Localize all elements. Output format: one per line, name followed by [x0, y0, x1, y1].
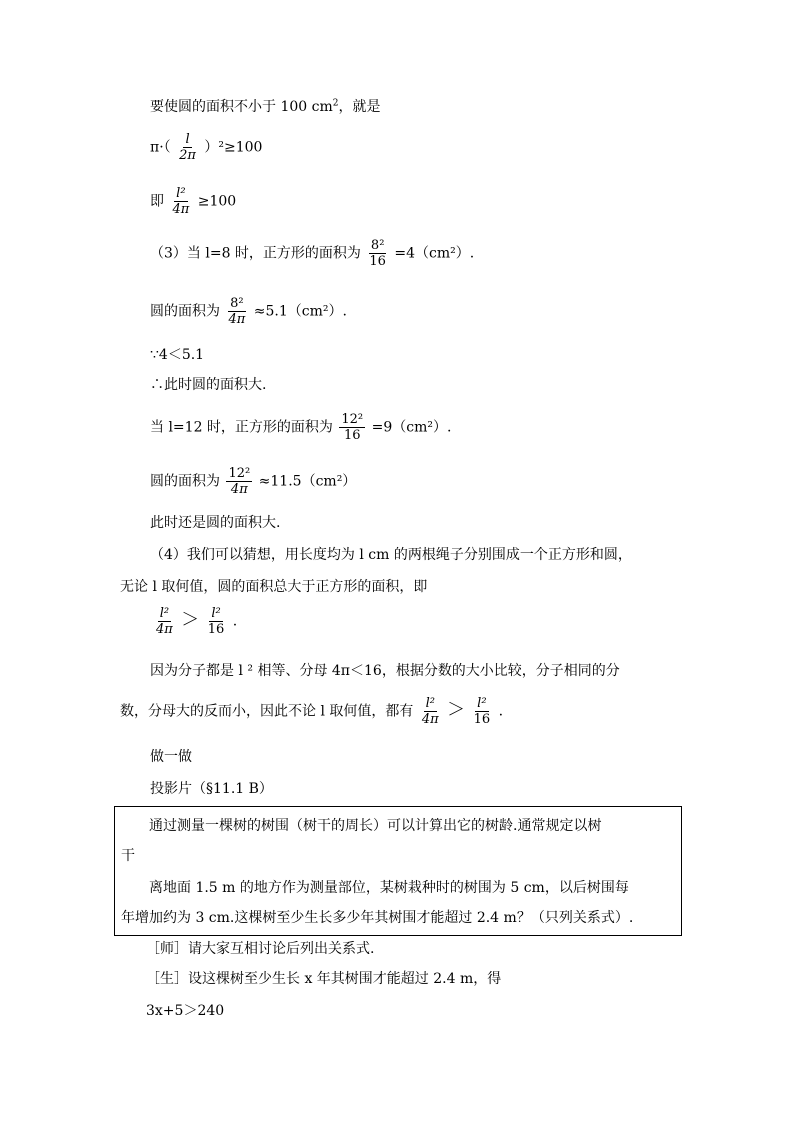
denominator: 2π	[179, 148, 196, 163]
denominator: 4π	[156, 622, 173, 637]
fraction	[226, 466, 252, 497]
text-line: ［师］请大家互相讨论后列出关系式.	[146, 941, 375, 957]
operator: ＞	[181, 609, 200, 631]
denominator: 4π	[421, 712, 439, 727]
denominator: 16	[369, 254, 386, 269]
line-text: ，就是	[338, 99, 381, 115]
box-text-line: 通过测量一棵树的树围（树干的周长）可以计算出它的树龄.通常规定以树	[149, 818, 602, 834]
denominator: 4π	[228, 312, 246, 327]
numerator: l²	[176, 186, 186, 201]
text-line: 3x+5＞240	[146, 1003, 225, 1019]
fraction	[367, 238, 388, 269]
fraction	[226, 296, 247, 327]
section-heading: 做一做	[150, 749, 192, 765]
formula-line	[150, 412, 451, 443]
fraction	[170, 186, 191, 217]
numerator: l	[185, 132, 190, 147]
formula-text: （3）当 l=8 时，正方形的面积为	[150, 245, 361, 262]
fraction	[154, 606, 175, 637]
box-text-line: 干	[121, 848, 135, 864]
formula-text: 数，分母大的反而小，因此不论 l 取何值，都有	[120, 703, 414, 720]
fraction	[206, 606, 227, 637]
text-line: ［生］设这棵树至少生长 x 年其树围才能超过 2.4 m，得	[146, 971, 502, 987]
formula-text: 圆的面积为	[150, 303, 220, 320]
fraction	[177, 132, 198, 163]
formula-line	[150, 238, 474, 269]
formula-text: 当 l=12 时，正方形的面积为	[150, 419, 333, 436]
text-line: 此时还是圆的面积大.	[150, 515, 281, 531]
numerator: l²	[159, 606, 170, 621]
formula-text: ≥100	[197, 193, 237, 210]
formula-text: ）²≥100	[204, 139, 263, 156]
formula-line	[150, 132, 262, 163]
numerator: l²	[211, 606, 221, 621]
text-line: ∴此时圆的面积大.	[150, 377, 267, 393]
problem-box	[114, 806, 682, 936]
formula-line	[150, 466, 356, 497]
denominator: 4π	[172, 202, 190, 217]
box-text-line: 年增加约为 3 cm.这棵树至少生长多少年其树围才能超过 2.4 m？（只列关系式）.	[121, 910, 634, 926]
text-line: ∵4＜5.1	[150, 347, 205, 363]
numerator: 8²	[370, 238, 385, 253]
formula-text: 即	[150, 193, 164, 210]
text-line: （4）我们可以猜想，用长度均为 l cm 的两根绳子分别围成一个正方形和圆，	[150, 547, 632, 563]
box-text-line: 离地面 1.5 m 的地方作为测量部位，某树栽种时的树围为 5 cm，以后树围每	[149, 880, 629, 896]
formula-line	[150, 296, 347, 327]
formula-text: π·（	[150, 139, 171, 156]
numerator: l²	[425, 696, 435, 711]
formula-text: =9（cm²）.	[371, 419, 452, 436]
formula-line	[120, 696, 503, 727]
superscript: 2	[332, 98, 339, 109]
formula-text: =4（cm²）.	[394, 245, 475, 262]
formula-line	[152, 606, 237, 637]
formula-text: .	[498, 703, 504, 720]
formula-text: ≈11.5（cm²）	[258, 473, 357, 490]
formula-text: 圆的面积为	[150, 473, 220, 490]
formula-text: ≈5.1（cm²）.	[253, 303, 347, 320]
text-line: 无论 l 取何值，圆的面积总大于正方形的面积，即	[120, 579, 428, 595]
fraction	[472, 696, 493, 727]
operator: ＞	[447, 699, 466, 721]
text-line: 投影片（§11.1 B）	[150, 781, 273, 797]
numerator: 8²	[230, 296, 244, 311]
formula-line	[150, 186, 236, 217]
numerator: l²	[477, 696, 487, 711]
text-line	[150, 98, 380, 116]
fraction	[420, 696, 441, 727]
denominator: 16	[207, 622, 225, 637]
text-line: 因为分子都是 l ² 相等、分母 4π＜16，根据分数的大小比较，分子相同的分	[150, 663, 620, 679]
fraction	[339, 412, 365, 443]
numerator: 12²	[228, 466, 251, 481]
denominator: 16	[344, 428, 361, 443]
numerator: 12²	[341, 412, 364, 427]
formula-text: .	[232, 613, 238, 630]
line-text: 要使圆的面积不小于 100 cm	[150, 99, 333, 115]
denominator: 16	[473, 712, 491, 727]
denominator: 4π	[230, 482, 248, 497]
